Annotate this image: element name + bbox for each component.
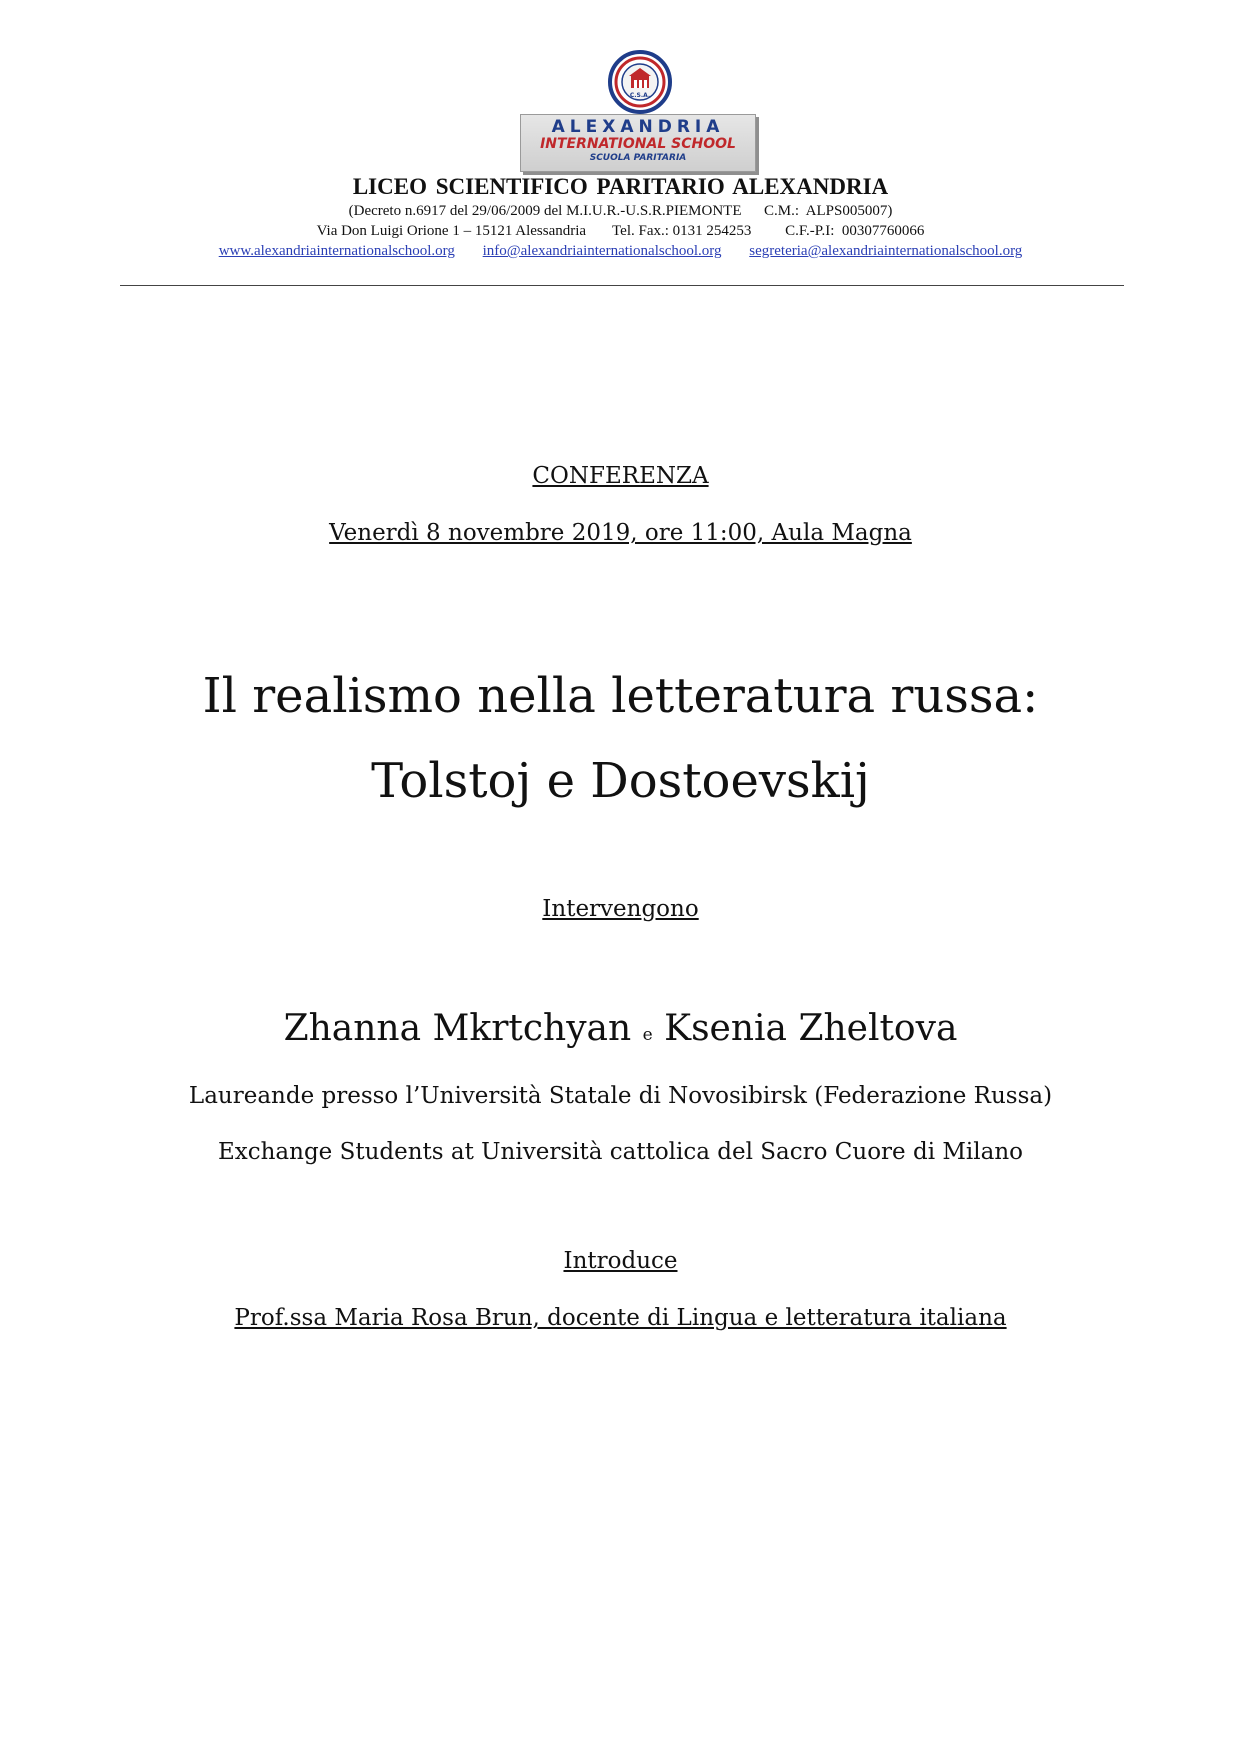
secretary-email-link[interactable]: segreteria@alexandriainternationalschool.org bbox=[749, 243, 1023, 259]
affiliation-2: Exchange Students at Università cattolica del Sacro Cuore di Milano bbox=[217, 1139, 1024, 1165]
emblem-text: C.S.A. bbox=[629, 92, 651, 99]
school-logo bbox=[520, 50, 760, 174]
decree-line: (Decreto n.6917 del 29/06/2009 del M.I.U.R.-U.S.R.PIEMONTE C.M.: ALPS005007) bbox=[348, 203, 893, 219]
title-line-1: Il realismo nella letteratura russa: bbox=[202, 668, 1039, 724]
conference-label: CONFERENZA bbox=[532, 463, 709, 489]
school-name: LICEO SCIENTIFICO PARITARIO ALEXANDRIA bbox=[352, 174, 889, 199]
school-emblem-icon bbox=[608, 50, 672, 114]
logo-line-1: ALEXANDRIA bbox=[551, 117, 725, 137]
header-divider bbox=[120, 285, 1124, 286]
website-link[interactable]: www.alexandriainternationalschool.org bbox=[218, 243, 455, 259]
logo-line-2: INTERNATIONAL SCHOOL bbox=[540, 136, 736, 152]
speakers-line bbox=[0, 1008, 1241, 1049]
introduces-label: Introduce bbox=[563, 1248, 678, 1274]
speaker-2: Ksenia Zheltova bbox=[664, 1008, 958, 1049]
logo-line-3: SCUOLA PARITARIA bbox=[589, 153, 687, 163]
event-date: Venerdì 8 novembre 2019, ore 11:00, Aula Magna bbox=[329, 520, 912, 546]
speakers-label: Intervengono bbox=[542, 896, 699, 922]
info-email-link[interactable]: info@alexandriainternationalschool.org bbox=[482, 243, 722, 259]
affiliation-1: Laureande presso l’Università Statale di Novosibirsk (Federazione Russa) bbox=[188, 1083, 1053, 1109]
address-line: Via Don Luigi Orione 1 – 15121 Alessandria Tel. Fax.: 0131 254253 C.F.-P.I: 00307760066 bbox=[316, 223, 925, 239]
speaker-1: Zhanna Mkrtchyan bbox=[283, 1008, 632, 1049]
logo-plate bbox=[520, 114, 756, 172]
introducer: Prof.ssa Maria Rosa Brun, docente di Lingua e letteratura italiana bbox=[234, 1305, 1007, 1331]
title-line-2: Tolstoj e Dostoevskij bbox=[371, 753, 870, 809]
speaker-conjunction: e bbox=[642, 1025, 653, 1045]
contact-links bbox=[0, 243, 1241, 260]
